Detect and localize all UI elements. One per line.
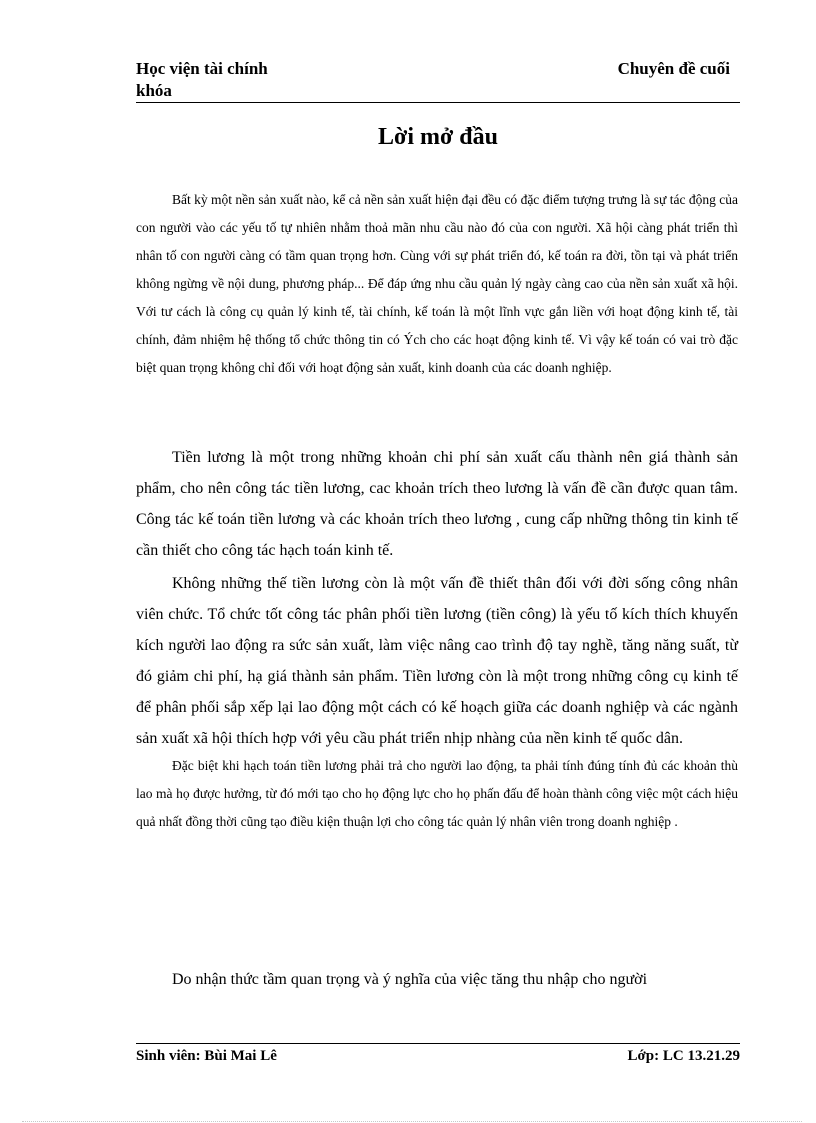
header-institution-text: Học viện tài chính: [136, 59, 268, 78]
footer-student: Sinh viên: Bùi Mai Lê: [136, 1048, 277, 1064]
footer-class: Lớp: LC 13.21.29: [627, 1048, 740, 1064]
header-document-type: Chuyên đề cuối: [617, 59, 730, 78]
header-institution: [136, 58, 336, 102]
page-footer: [136, 1043, 740, 1070]
paragraph-salary-accounting: Đặc biệt khi hạch toán tiền lương phải trả cho người lao động, ta phải tính đúng tính đủ các khoản thù lao mà họ được hưởng, từ đó mới tạo cho họ động lực cho họ phấn đấu để hoàn thành công việc một cách hiệu quả nhất đồng thời cũng tạo điều kiện thuận lợi cho công tác quản lý nhân viên trong doanh nghiệp .: [136, 758, 738, 829]
page-title: Lời mở đầu: [378, 124, 498, 150]
header-institution-wrap: khóa: [136, 81, 172, 100]
paragraph-salary-role: Không những thế tiền lương còn là một vấn đề thiết thân đối với đời sống công nhân viên chức. Tổ chức tốt công tác phân phối tiền lương (tiền công) là yếu tố kích thích khuyến kích người lao động ra sức sản xuất, làm việc nâng cao trình độ tay nghề, tăng năng suất, từ đó giảm chi phí, hạ giá thành sản phẩm. Tiền lương còn là một trong những công cụ kinh tế để phân phối sắp xếp lại lao động một cách có kế hoạch giữa các doanh nghiệp và các ngành sản xuất xã hội thích hợp với yêu cầu phát triển nhịp nhàng của nền kinh tế quốc dân.: [136, 575, 738, 747]
paragraph-intro: Bất kỳ một nền sản xuất nào, kể cả nền sản xuất hiện đại đều có đặc điểm tượng trưng là sự tác động của con người vào các yếu tố tự nhiên nhằm thoả mãn nhu cầu nào đó của con người. Xã hội càng phát triển thì nhân tố con người càng có tầm quan trọng hơn. Cùng với sự phát triển đó, kế toán ra đời, tồn tại và phát triển không ngừng về nội dung, phương pháp... Để đáp ứng nhu cầu quản lý ngày càng cao của nền sản xuất xã hội. Với tư cách là công cụ quản lý kinh tế, tài chính, kế toán là một lĩnh vực gắn liền với hoạt động kinh tế, tài chính, đảm nhiệm hệ thống tổ chức thông tin có Ých cho các hoạt động kinh tế. Vì vậy kế toán có vai trò đặc biệt quan trọng không chỉ đối với hoạt động sản xuất, kinh doanh của các doanh nghiệp.: [136, 192, 738, 375]
paragraph-salary-cost: Tiền lương là một trong những khoản chi phí sản xuất cấu thành nên giá thành sản phẩm, cho nên công tác tiền lương, cac khoản trích theo lương là vấn đề cần được quan tâm. Công tác kế toán tiền lương và các khoản trích theo lương , cung cấp những thông tin kinh tế cần thiết cho công tác hạch toán kinh tế.: [136, 449, 738, 559]
page-edge-divider: [22, 1121, 802, 1122]
paragraph-awareness: Do nhận thức tầm quan trọng và ý nghĩa của việc tăng thu nhập cho người: [172, 971, 648, 988]
page-header: [136, 58, 740, 103]
